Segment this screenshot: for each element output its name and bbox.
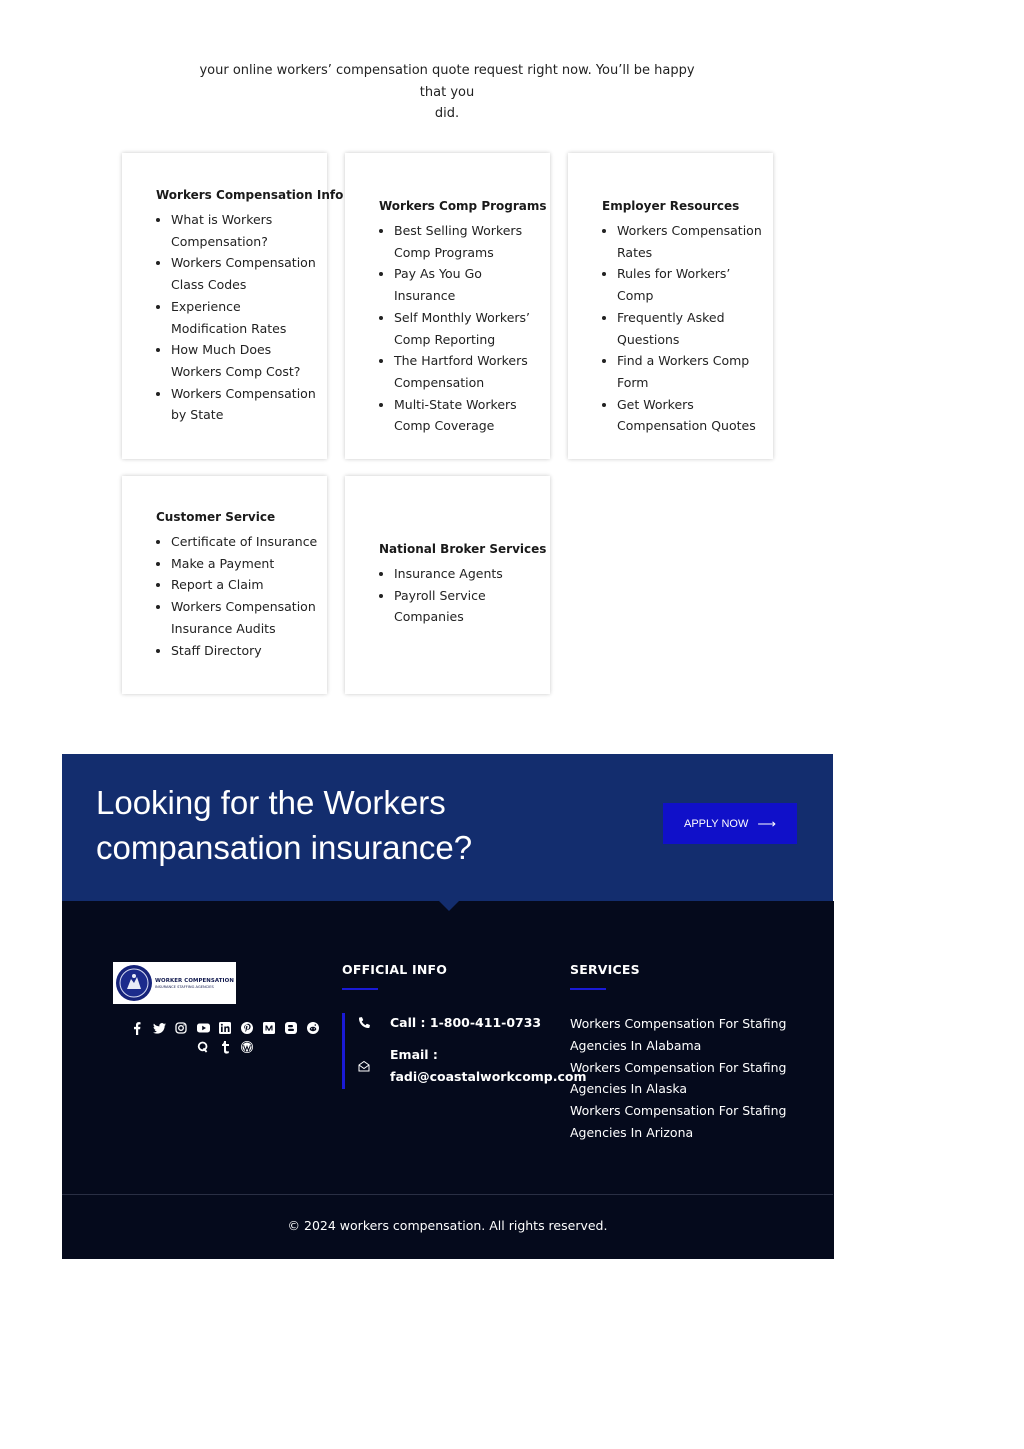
card-national-broker-services (345, 476, 550, 694)
card-customer-service (122, 476, 327, 694)
card-link[interactable]: • Payroll Service Companies (394, 585, 542, 628)
linkedin-icon[interactable] (218, 1021, 232, 1035)
card-employer-resources (568, 153, 773, 459)
card-link-list (379, 220, 542, 437)
card-workers-compensation-info (122, 153, 344, 459)
card-link[interactable]: • Workers Compensation by State (171, 383, 319, 426)
card-title: Workers Comp Programs (379, 199, 547, 213)
social-icons (125, 1021, 325, 1054)
youtube-icon[interactable] (196, 1021, 210, 1035)
site-footer (62, 901, 834, 1259)
footer-logo[interactable] (113, 962, 236, 1004)
phone-text: Call : 1-800-411-0733 (390, 1015, 542, 1030)
tumblr-icon[interactable] (218, 1040, 232, 1054)
cta-banner (62, 754, 833, 901)
quora-icon[interactable] (196, 1040, 210, 1054)
facebook-icon[interactable] (130, 1021, 144, 1035)
medium-icon[interactable] (262, 1021, 276, 1035)
phone-row[interactable] (357, 1012, 541, 1034)
card-link[interactable]: • Best Selling Workers Comp Programs (394, 220, 542, 263)
card-title: Customer Service (156, 510, 276, 524)
email-label: Email : (390, 1047, 438, 1062)
footer-divider (62, 1194, 833, 1195)
card-link[interactable]: • Insurance Agents (394, 563, 542, 585)
email-row[interactable] (357, 1044, 587, 1087)
apply-now-label: APPLY NOW (683, 817, 749, 830)
intro-line-2: did. (434, 106, 460, 121)
card-link[interactable]: • Frequently Asked Questions (617, 307, 765, 350)
card-link-list (602, 220, 765, 437)
official-info-underline (342, 988, 378, 990)
card-link[interactable]: • Workers Compensation Rates (617, 220, 765, 263)
card-workers-comp-programs (345, 153, 550, 459)
card-link[interactable]: • How Much Does Workers Comp Cost? (171, 339, 319, 382)
copyright-text: © 2024 workers compensation. All rights reserved. (287, 1218, 608, 1233)
card-title: National Broker Services (379, 542, 547, 556)
service-link[interactable]: Workers Compensation For Stafing Agencies In Alaska (570, 1059, 787, 1097)
instagram-icon[interactable] (174, 1021, 188, 1035)
pinterest-icon[interactable] (240, 1021, 254, 1035)
intro-paragraph (196, 60, 698, 125)
services-links (570, 1013, 800, 1144)
official-info-accent-bar (342, 1013, 345, 1089)
card-link-list (156, 531, 319, 661)
wordpress-icon[interactable] (240, 1040, 254, 1054)
reddit-icon[interactable] (306, 1021, 320, 1035)
official-info-heading: OFFICIAL INFO (342, 962, 448, 977)
card-link[interactable]: • Multi-State Workers Comp Coverage (394, 394, 542, 437)
service-link[interactable]: Workers Compensation For Stafing Agencies In Arizona (570, 1103, 787, 1140)
card-link[interactable]: • Report a Claim (171, 574, 319, 596)
cta-title: Looking for the Workers compansation insurance? (96, 784, 473, 866)
card-link[interactable]: • Make a Payment (171, 553, 319, 575)
logo-line-2: INSURANCE STAFFING AGENCIES (155, 984, 214, 989)
card-link-list (379, 563, 542, 628)
card-link[interactable]: • Workers Compensation Insurance Audits (171, 596, 319, 639)
arrow-right-icon: ⟶ (757, 816, 777, 831)
service-link[interactable]: Workers Compensation For Stafing Agencies In Alabama (570, 1016, 787, 1053)
card-link[interactable]: • Pay As You Go Insurance (394, 263, 542, 306)
card-title: Workers Compensation Info (156, 188, 344, 202)
cta-notch (438, 900, 460, 911)
card-title: Employer Resources (602, 199, 740, 213)
card-link[interactable]: • What is Workers Compensation? (171, 209, 319, 252)
apply-now-button[interactable] (663, 803, 797, 844)
envelope-open-icon (357, 1059, 371, 1073)
card-link-list (156, 209, 319, 426)
intro-line-1: your online workers’ compensation quote request right now. You’ll be happy that you (199, 63, 695, 100)
card-link[interactable]: • Experience Modification Rates (171, 296, 319, 339)
card-link[interactable]: • Find a Workers Comp Form (617, 350, 765, 393)
blogger-icon[interactable] (284, 1021, 298, 1035)
card-link[interactable]: • Workers Compensation Class Codes (171, 252, 319, 295)
card-link[interactable]: • Rules for Workers’ Comp (617, 263, 765, 306)
card-link[interactable]: • Get Workers Compensation Quotes (617, 394, 765, 437)
logo-text (155, 978, 234, 989)
email-address[interactable]: fadi@coastalworkcomp.com (390, 1068, 587, 1084)
phone-icon (357, 1016, 371, 1030)
services-heading: SERVICES (570, 962, 640, 977)
services-underline (570, 988, 606, 990)
logo-badge-icon (116, 965, 152, 1001)
card-link[interactable]: • The Hartford Workers Compensation (394, 350, 542, 393)
card-link[interactable]: • Certificate of Insurance (171, 531, 319, 553)
card-link[interactable]: • Staff Directory (171, 640, 319, 662)
email-text-block (390, 1044, 587, 1087)
logo-line-1: WORKER COMPENSATION (155, 977, 234, 984)
twitter-icon[interactable] (152, 1021, 166, 1035)
card-link[interactable]: • Self Monthly Workers’ Comp Reporting (394, 307, 542, 350)
